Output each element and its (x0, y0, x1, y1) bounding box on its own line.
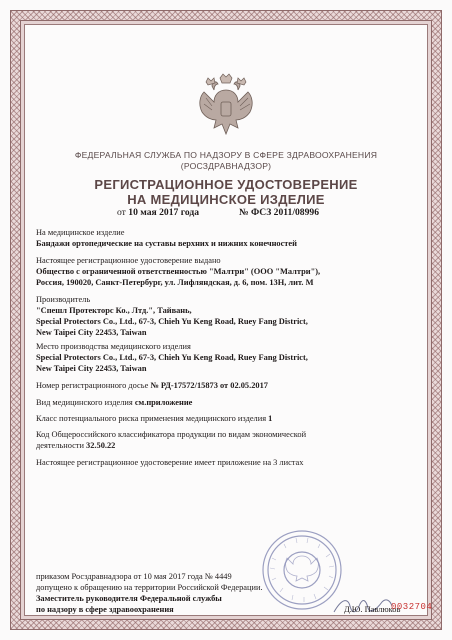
production-site-label: Место производства медицинского изделия (36, 342, 191, 351)
risk-class-line (36, 414, 272, 423)
okpd-code: 32.50.22 (86, 441, 116, 450)
production-site-line2: New Taipei City 22453, Taiwan (36, 364, 147, 373)
device-name: Бандажи ортопедические на суставы верхних и нижних конечностей (36, 239, 297, 248)
signer-name: Д.Ю. Павлюков (344, 605, 401, 614)
manufacturer-address-line2: New Taipei City 22453, Taiwan (36, 328, 147, 337)
number-sign: № (239, 207, 249, 218)
manufacturer-address-line1: Special Protectors Co., Ltd., 67-3, Chieh Yu Keng Road, Ruey Fang District, (36, 317, 308, 326)
okpd-line (36, 441, 115, 450)
admitted-line: допущено к обращению на территории Российской Федерации. (36, 583, 263, 592)
manufacturer-label: Производитель (36, 295, 91, 304)
production-site-line1: Special Protectors Co., Ltd., 67-3, Chieh Yu Keng Road, Ruey Fang District, (36, 353, 308, 362)
device-label: На медицинское изделие (36, 228, 125, 237)
kind-value: см.приложение (134, 398, 193, 407)
kind-line (36, 398, 192, 407)
holder-name: Общество с ограниченной ответственностью "Малтри" (ООО "Малтри"), (36, 267, 321, 276)
kind-label: Вид медицинского изделия (36, 398, 133, 407)
issue-date-prefix: от (117, 207, 126, 218)
okpd-label-cont: деятельности (36, 441, 84, 450)
serial-number: 0032704 (391, 602, 433, 612)
document-title: РЕГИСТРАЦИОННОЕ УДОСТОВЕРЕНИЕ (94, 177, 358, 192)
dossier-line (36, 381, 268, 390)
dossier-number: № РД-17572/15873 от 02.05.2017 (150, 381, 268, 390)
agency-name: ФЕДЕРАЛЬНАЯ СЛУЖБА ПО НАДЗОРУ В СФЕРЕ ЗДРАВООХРАНЕНИЯ (74, 150, 378, 160)
risk-class-label: Класс потенциального риска применения медицинского изделия (36, 414, 267, 423)
okpd-label: Код Общероссийского классификатора продукции по видам экономической (36, 430, 307, 439)
signer-title-line1: Заместитель руководителя Федеральной службы (36, 594, 222, 603)
document-subtitle: НА МЕДИЦИНСКОЕ ИЗДЕЛИЕ (127, 192, 325, 207)
holder-label: Настоящее регистрационное удостоверение выдано (36, 256, 221, 265)
issue-date-line (117, 207, 199, 218)
holder-address: Россия, 190020, Санкт-Петербург, ул. Лифляндская, д. 6, пом. 13Н, лит. М (36, 278, 314, 287)
registration-number (239, 207, 319, 218)
issue-date: 10 мая 2017 года (128, 207, 200, 218)
risk-class-value: 1 (268, 414, 273, 423)
agency-abbreviation: (РОСЗДРАВНАДЗОР) (180, 161, 272, 171)
order-line: приказом Росздравнадзора от 10 мая 2017 года № 4449 (36, 572, 232, 581)
dossier-label: Номер регистрационного досье (36, 381, 149, 390)
double-headed-eagle-emblem-icon (192, 72, 260, 142)
appendix-note: Настоящее регистрационное удостоверение имеет приложение на 3 листах (36, 458, 304, 467)
manufacturer-name-ru: "Спешл Протекторс Ко., Лтд.", Тайвань, (36, 306, 192, 315)
signer-title-line2: по надзору в сфере здравоохранения (36, 605, 174, 614)
registration-number-value: ФСЗ 2011/08996 (251, 207, 319, 218)
